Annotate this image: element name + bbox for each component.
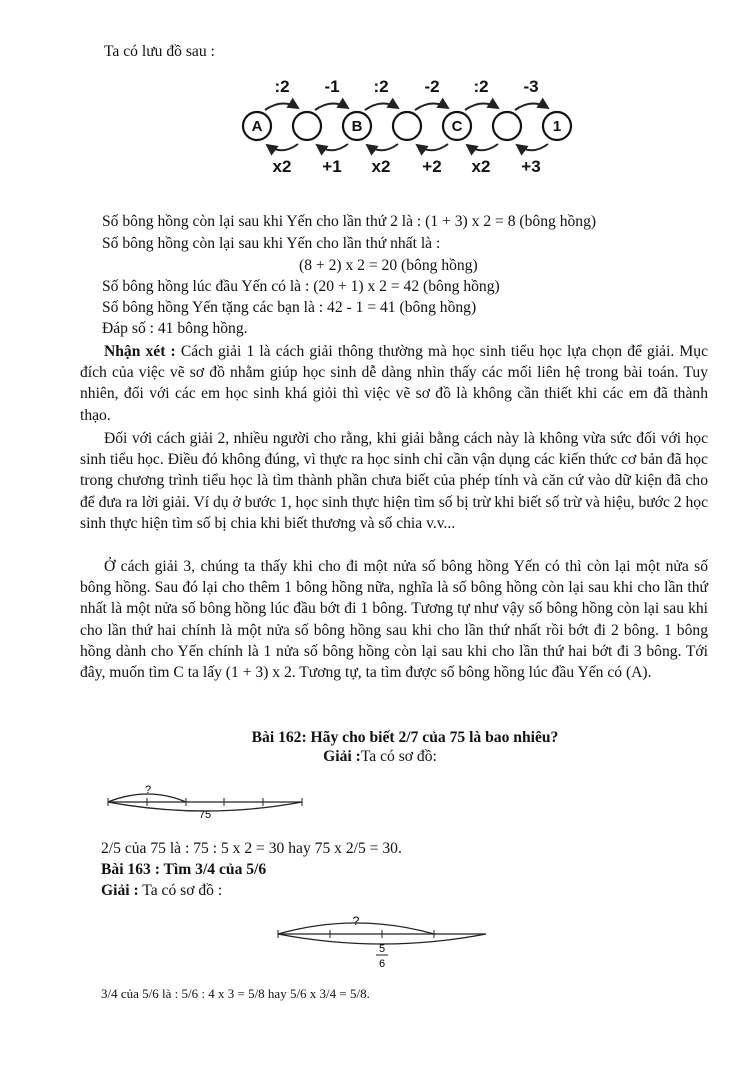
calc-line: Số bông hồng còn lại sau khi Yến cho lần thứ 2 là : (1 + 3) x 2 = 8 (bông hồng) bbox=[102, 213, 597, 230]
node-empty bbox=[293, 112, 321, 140]
svg-text:C: C bbox=[451, 118, 463, 135]
bai162-diagram bbox=[104, 780, 309, 825]
top-op: :2 bbox=[473, 77, 489, 96]
bai162-title: Bài 162: Hãy cho biết 2/7 của 75 là bao nhiêu? bbox=[251, 729, 559, 746]
top-op: -3 bbox=[523, 77, 539, 96]
diagram-total: 75 bbox=[198, 809, 212, 821]
diagram-question-mark: ? bbox=[352, 914, 360, 928]
bai163-diagram bbox=[272, 910, 492, 974]
fraction-numerator: 5 bbox=[378, 943, 386, 955]
bai163-giai: Giải : Ta có sơ đồ : bbox=[101, 882, 223, 899]
remark-text: Cách giải 1 là cách giải thông thường mà học sinh tiểu học lựa chọn để giải. Mục đích của việc vẽ sơ đồ nhằm giúp học sinh dễ dàng nhìn thấy các mối liên hệ trong bài toán. Tuy nhiên, đối với các em học sinh khá giỏi thì việc vẽ sơ đồ là không cần thiết khi các em đã thành thạo. bbox=[80, 343, 708, 424]
bottom-op: +1 bbox=[322, 157, 342, 176]
top-op: -2 bbox=[424, 77, 440, 96]
calc-line: Số bông hồng lúc đầu Yến có là : (20 + 1) x 2 = 42 (bông hồng) bbox=[102, 278, 500, 295]
answer-line: Đáp số : 41 bông hồng. bbox=[102, 320, 248, 337]
bai162-answer: 2/5 của 75 là : 75 : 5 x 2 = 30 hay 75 x 2/5 = 30. bbox=[101, 840, 402, 857]
remark-paragraph bbox=[80, 341, 708, 426]
fraction-denominator: 6 bbox=[378, 958, 386, 970]
bottom-op: +2 bbox=[422, 157, 442, 176]
calc-line: Số bông hồng Yến tặng các bạn là : 42 - 1 = 41 (bông hồng) bbox=[102, 299, 477, 316]
calc-line: Số bông hồng còn lại sau khi Yến cho lần thứ nhất là : bbox=[102, 235, 441, 252]
bai163-title: Bài 163 : Tìm 3/4 của 5/6 bbox=[101, 861, 267, 878]
bottom-op: x2 bbox=[371, 157, 391, 176]
diagram-question-mark: ? bbox=[144, 784, 152, 796]
bottom-op: +3 bbox=[521, 157, 541, 176]
top-op: :2 bbox=[274, 77, 290, 96]
paragraph-method-3: Ở cách giải 3, chúng ta thấy khi cho đi một nửa số bông hồng Yến có thì còn lại một nửa số bông hồng. Sau đó lại cho thêm 1 bông hồng nữa, nghĩa là số bông hồng còn lại sau khi cho lần thứ nhất là một nửa số bông hồng lúc đầu bớt đi 1 bông. Tương tự như vậy số bông hồng còn lại sau khi cho lần thứ hai chính là một nửa số bông hồng sau khi cho lần thứ nhất rồi bớt đi 2 bông. 1 bông hồng dành cho Yến chính là 1 nửa số bông hồng còn lại sau khi cho lần thứ hai bớt đi 3 bông. Tới đây, muốn tìm C ta lấy (1 + 3) x 2. Tương tự, ta tìm được số bông hồng lúc đầu Yến có (A). bbox=[80, 558, 708, 682]
bottom-op: x2 bbox=[471, 157, 491, 176]
bai162-giai: Giải :Ta có sơ đồ: bbox=[323, 748, 437, 765]
svg-text:A: A bbox=[251, 118, 263, 135]
top-op: -1 bbox=[324, 77, 340, 96]
bai163-answer: 3/4 của 5/6 là : 5/6 : 4 x 3 = 5/8 hay 5/6 x 3/4 = 5/8. bbox=[101, 986, 370, 1001]
top-op: :2 bbox=[373, 77, 389, 96]
remark-label: Nhận xét : bbox=[104, 343, 176, 360]
svg-text:B: B bbox=[351, 118, 363, 135]
svg-text:1: 1 bbox=[552, 118, 562, 135]
node-empty bbox=[393, 112, 421, 140]
paragraph-method-2: Đối với cách giải 2, nhiều người cho rằng, khi giải bằng cách này là không vừa sức đối với học sinh tiểu học. Điều đó không đúng, vì thực ra học sinh chỉ cần vận dụng các kiến thức cơ bản đã học trong chương trình tiểu học là tìm thành phần chưa biết của phép tính và căn cứ vào dữ kiện đã cho để đưa ra lời giải. Ví dụ ở bước 1, học sinh thực hiện tìm số bị trừ khi biết số trừ và hiệu, bước 2 học sinh thực hiện tìm số bị chia khi biết thương và số chia v.v... bbox=[80, 430, 708, 532]
bottom-op: x2 bbox=[272, 157, 292, 176]
calc-line: (8 + 2) x 2 = 20 (bông hồng) bbox=[299, 257, 478, 274]
intro-text: Ta có lưu đồ sau : bbox=[104, 43, 215, 60]
node-empty bbox=[493, 112, 521, 140]
flow-diagram bbox=[225, 72, 585, 180]
